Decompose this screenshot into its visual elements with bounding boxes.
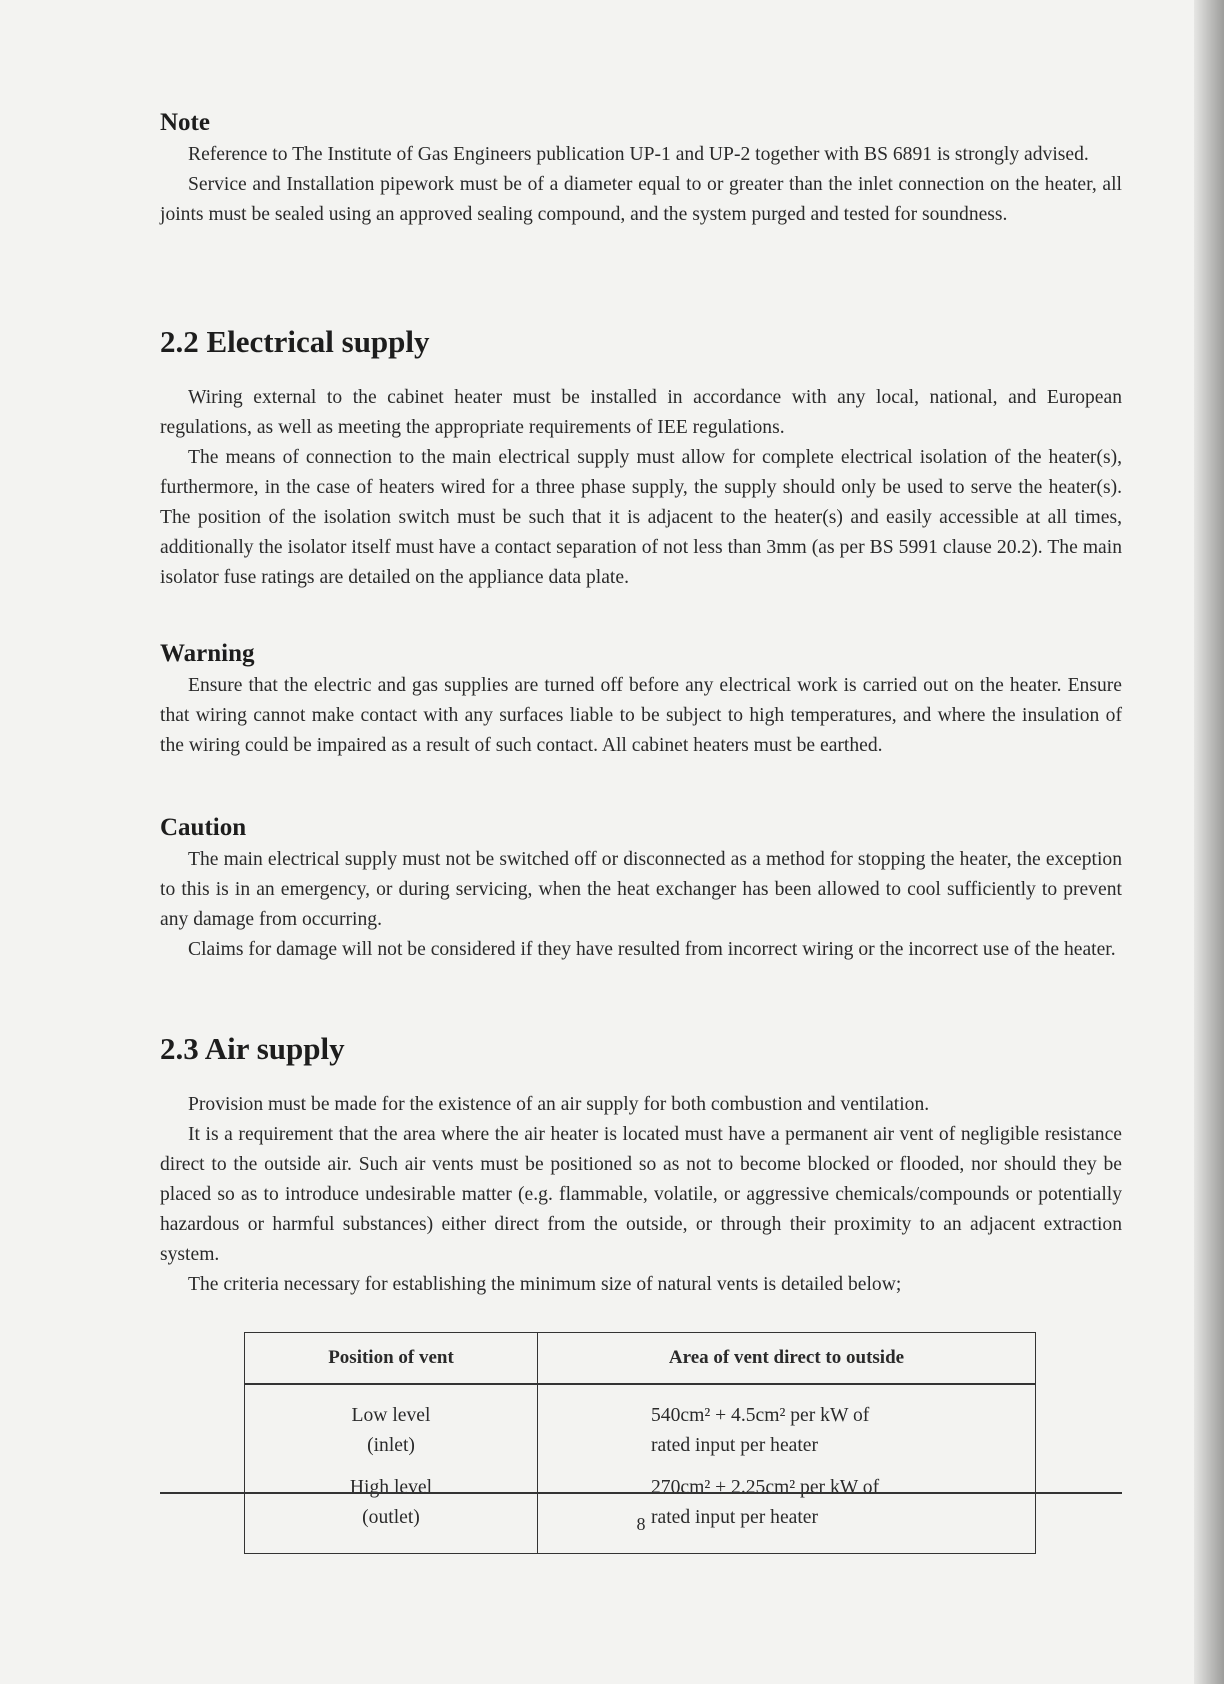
table-header-area: Area of vent direct to outside	[538, 1333, 1036, 1385]
position-line-1: Low level	[351, 1405, 431, 1426]
area-line-1: 540cm² + 4.5cm² per kW of	[651, 1405, 870, 1426]
air-paragraph-2: It is a requirement that the area where the air heater is located must have a permanent air vent of negligible resistance direct to the outside air. Such air vents must be positioned so as not to become blocked or flooded, nor should they be placed so as to introduce undesirable matter (e.g. flammable, volatile, or aggressive chemicals/compounds or potentially hazardous or harmful substances) either direct from the outside, or through their proximity to an adjacent extraction system.	[160, 1124, 1122, 1265]
position-line-1: High level	[349, 1477, 433, 1498]
footer-rule	[160, 1492, 1122, 1494]
note-paragraph-2: Service and Installation pipework must be of a diameter equal to or greater than the inlet connection on the heater, all joints must be sealed using an approved sealing compound, and the system purged and tested for soundness.	[160, 174, 1122, 225]
page-edge-shadow	[1194, 0, 1224, 1684]
note-paragraph-1: Reference to The Institute of Gas Engineers publication UP-1 and UP-2 together with BS 6891 is strongly advised.	[188, 144, 1089, 165]
position-line-2: (inlet)	[367, 1435, 415, 1456]
warning-paragraph-1: Ensure that the electric and gas supplies are turned off before any electrical work is carried out on the heater. Ensure that wiring cannot make contact with any surfaces liable to be subject to high temperatures, and where the insulation of the wiring could be impaired as a result of such contact. All cabinet heaters must be earthed.	[160, 675, 1122, 756]
table-header-position: Position of vent	[245, 1333, 538, 1385]
air-paragraph-1: Provision must be made for the existence of an air supply for both combustion and ventilation.	[188, 1094, 930, 1115]
warning-heading: Warning	[160, 640, 255, 667]
area-line-2: rated input per heater	[651, 1435, 819, 1456]
caution-heading: Caution	[160, 814, 247, 841]
caution-paragraph-2: Claims for damage will not be considered if they have resulted from incorrect wiring or the incorrect use of the heater.	[188, 939, 1116, 960]
area-line-2: rated input per heater	[651, 1507, 819, 1528]
electrical-paragraph-2: The means of connection to the main electrical supply must allow for complete electrical isolation of the heater(s), furthermore, in the case of heaters wired for a three phase supply, the supply should only be used to serve the heater(s). The position of the isolation switch must be such that it is adjacent to the heater(s) and easily accessible at all times, additionally the isolator itself must have a contact separation of not less than 3mm (as per BS 5991 clause 20.2). The main isolator fuse ratings are detailed on the appliance data plate.	[160, 447, 1122, 588]
page-number: 8	[636, 1514, 646, 1534]
position-line-2: (outlet)	[362, 1507, 420, 1528]
note-heading: Note	[160, 109, 210, 136]
air-paragraph-3: The criteria necessary for establishing the minimum size of natural vents is detailed below;	[188, 1274, 902, 1295]
electrical-paragraph-1: Wiring external to the cabinet heater must be installed in accordance with any local, national, and European regulations, as well as meeting the appropriate requirements of IEE regulations.	[160, 387, 1122, 438]
caution-paragraph-1: The main electrical supply must not be switched off or disconnected as a method for stopping the heater, the exception to this is in an emergency, or during servicing, when the heat exchanger has been allowed to cool sufficiently to prevent any damage from occurring.	[160, 849, 1122, 930]
footer-area	[160, 0, 1122, 1684]
electrical-heading: 2.2 Electrical supply	[160, 324, 430, 359]
air-heading: 2.3 Air supply	[160, 1031, 345, 1066]
area-line-1: 270cm² + 2.25cm² per kW of	[651, 1477, 880, 1498]
